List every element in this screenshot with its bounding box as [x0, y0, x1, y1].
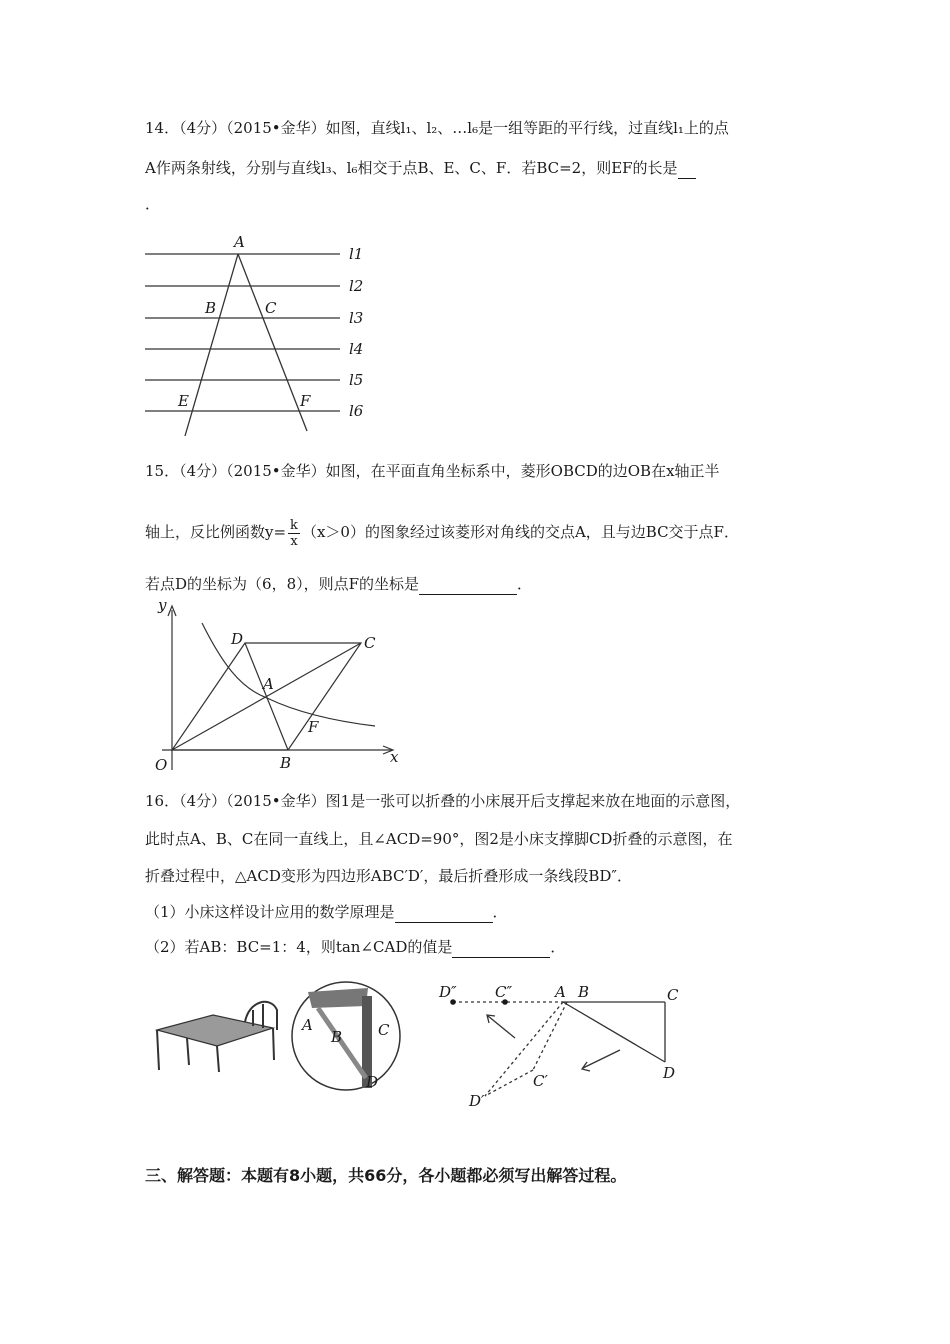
label-O: O — [155, 756, 168, 774]
q16-part-2 — [145, 937, 565, 958]
dashed-BC1 — [533, 1002, 567, 1070]
bed-leg-detail-photo — [288, 980, 408, 1095]
diagram-label-C: C — [667, 986, 679, 1004]
diagram-label-C1: C′ — [533, 1072, 548, 1090]
ray-AE — [185, 254, 238, 436]
ray-AF — [238, 254, 307, 431]
q15-answer-blank — [419, 574, 517, 595]
label-D: D — [231, 630, 244, 648]
label-C: C — [364, 634, 376, 652]
section-title: 三、解答题：本题有8小题，共66分，各小题都必须写出解答过程。 — [145, 1166, 627, 1185]
q15-fraction — [288, 518, 300, 549]
q16-part-2-end: ． — [550, 938, 566, 956]
q16-part-1 — [145, 902, 508, 923]
q16-line-1: 16．（4分）（2015•金华）图1是一张可以折叠的小床展开后支撑起来放在地面的示意图， — [145, 792, 741, 810]
q16-part-1-blank — [395, 902, 493, 923]
label-x: x — [390, 748, 399, 766]
folding-diagram — [435, 980, 690, 1115]
photo-label-A: A — [302, 1016, 313, 1034]
q15-figure — [150, 598, 410, 773]
label-B: B — [205, 299, 217, 317]
q14-line-2 — [145, 158, 696, 179]
bed-photo — [145, 990, 283, 1075]
label-B: B — [280, 754, 292, 772]
q15-frac-num: k — [290, 517, 298, 533]
photo-label-C: C — [378, 1021, 390, 1039]
label-E: E — [178, 392, 189, 410]
label-C: C — [265, 299, 277, 317]
q14-line-3: ． — [145, 195, 161, 213]
diagram-label-D2: D″ — [439, 983, 457, 1001]
q14-line-2-text: A作两条射线，分别与直线l₃、l₆相交于点B、E、C、F．若BC=2，则EF的长是 — [145, 159, 678, 177]
diagram-label-D: D — [663, 1064, 676, 1082]
diagram-label-D1: D′ — [469, 1092, 485, 1110]
q15-line-3-text: 若点D的坐标为（6，8），则点F的坐标是 — [145, 575, 420, 593]
label-l2: l2 — [349, 277, 364, 295]
hyperbola-curve — [202, 623, 375, 726]
diagram-label-A: A — [555, 983, 566, 1001]
photo-label-B: B — [331, 1028, 343, 1046]
label-F: F — [308, 718, 319, 736]
diagonal-DB — [245, 643, 288, 750]
q16-part-1-text: （1）小床这样设计应用的数学原理是 — [145, 903, 395, 921]
label-l1: l1 — [349, 245, 364, 263]
q16-line-3: 折叠过程中，△ACD变形为四边形ABC′D′，最后折叠形成一条线段BD″． — [145, 867, 632, 885]
dashed-C1D1 — [485, 1070, 533, 1096]
q15-line-2-pre: 轴上，反比例函数y= — [145, 523, 287, 541]
bed-leg-3 — [273, 1028, 274, 1060]
label-A: A — [263, 675, 274, 693]
q16-line-2: 此时点A、B、C在同一直线上，且∠ACD=90°，图2是小床支撑脚CD折叠的示意图，在 — [145, 830, 733, 848]
diagram-label-B: B — [578, 983, 590, 1001]
label-y: y — [158, 596, 167, 614]
q14-figure — [140, 228, 380, 443]
label-l4: l4 — [349, 340, 364, 358]
arrow-down-left — [583, 1050, 620, 1068]
photo-label-D: D — [366, 1073, 379, 1091]
q15-line-2 — [145, 516, 739, 549]
q15-line-1: 15．（4分）（2015•金华）如图，在平面直角坐标系中，菱形OBCD的边OB在x轴正半 — [145, 462, 720, 480]
q15-line-3-end: ． — [517, 575, 533, 593]
dashed-AD1 — [485, 1002, 563, 1096]
label-l3: l3 — [349, 309, 364, 327]
label-A: A — [234, 233, 245, 251]
q14-answer-blank — [678, 158, 696, 179]
q16-part-2-blank — [452, 937, 550, 958]
diagram-label-C2: C″ — [495, 983, 513, 1001]
q14-line-1: 14．（4分）（2015•金华）如图，直线l₁、l₂、…l₆是一组等距的平行线，过直线l₁上的点 — [145, 119, 729, 137]
q15-line-3 — [145, 574, 532, 595]
q16-part-1-end: ． — [492, 903, 508, 921]
label-l5: l5 — [349, 371, 364, 389]
q16-part-2-text: （2）若AB：BC=1：4，则tan∠CAD的值是 — [145, 938, 453, 956]
q15-frac-den: x — [290, 533, 298, 549]
label-F: F — [300, 392, 311, 410]
label-l6: l6 — [349, 402, 364, 420]
q15-line-2-post: （x＞0）的图象经过该菱形对角线的交点A，且与边BC交于点F． — [301, 523, 739, 541]
arrow-up-left — [488, 1016, 515, 1038]
